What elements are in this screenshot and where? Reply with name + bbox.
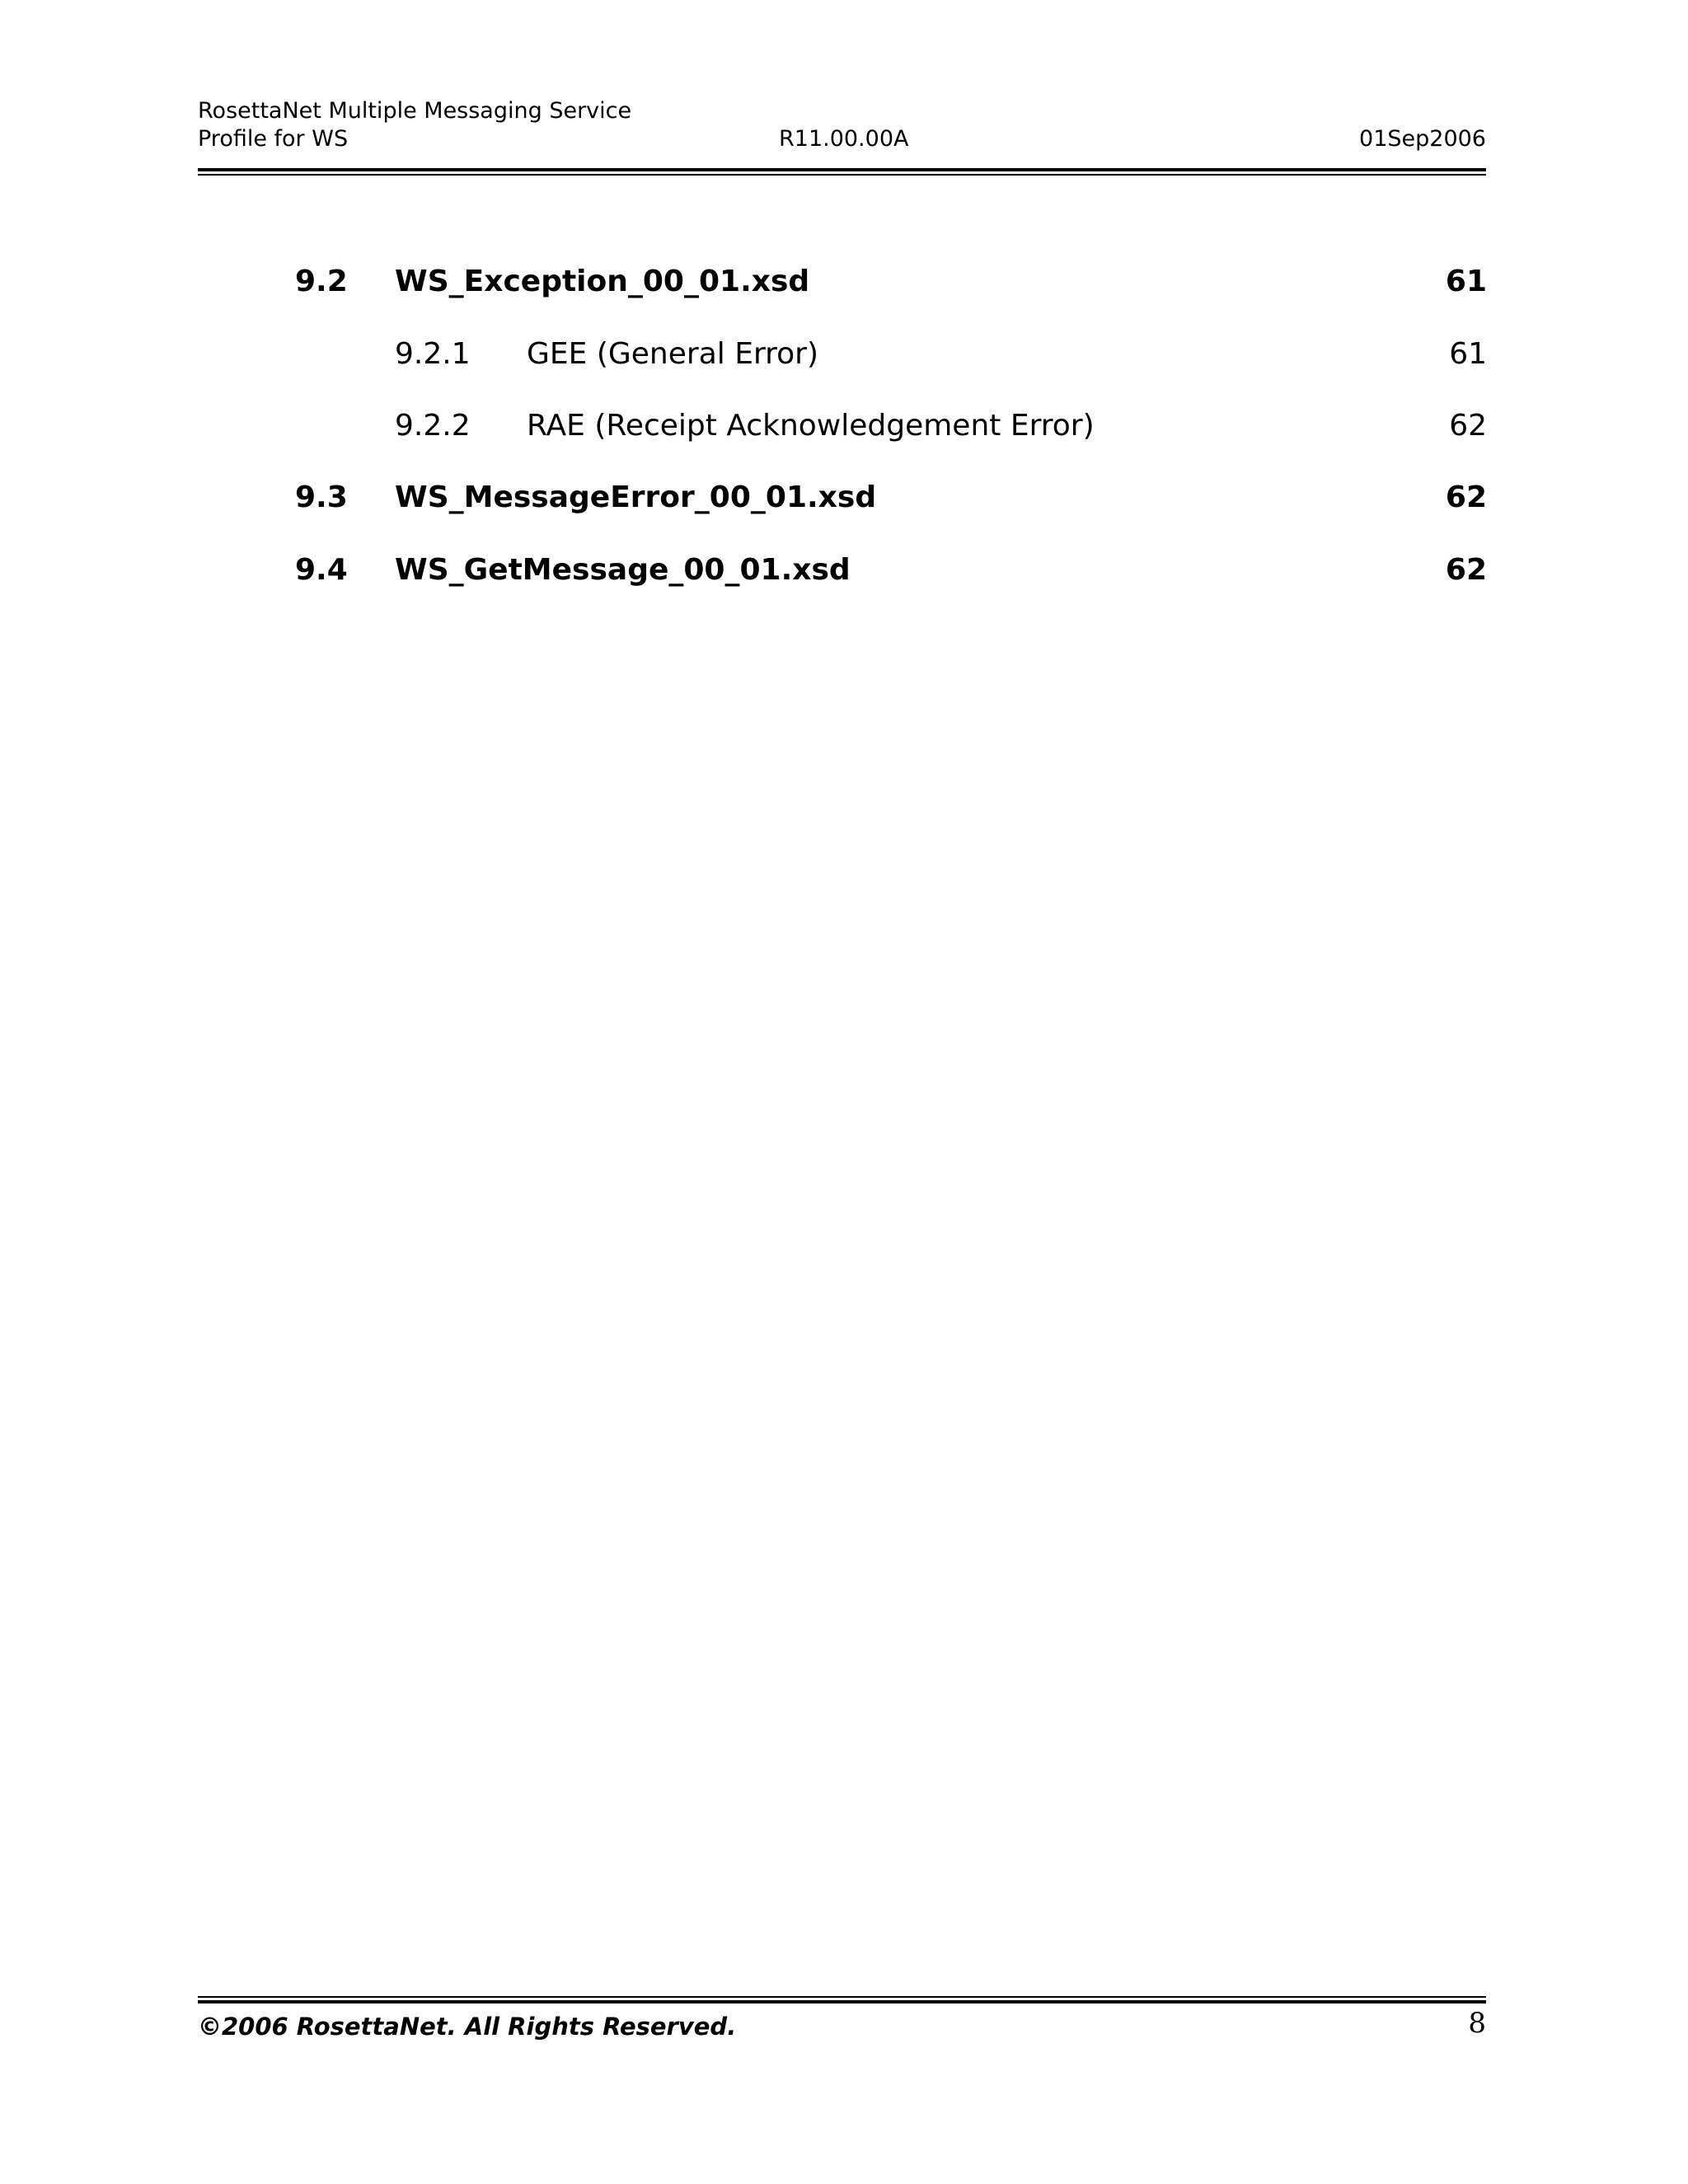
header-date: 01Sep2006 [1359,126,1486,152]
header-version: R11.00.00A [779,126,909,152]
footer-page-number: 8 [1468,2007,1486,2040]
toc-entry-page: 61 [1449,337,1487,371]
toc-entry-number: 9.2.2 [395,409,471,443]
toc-entry-page: 62 [1445,480,1487,514]
toc-entry-page: 62 [1449,409,1487,443]
toc-entry-title: RAE (Receipt Acknowledgement Error) [527,409,1095,443]
toc-entry[interactable] [395,335,1487,374]
toc-entry-title: GEE (General Error) [527,337,818,371]
toc-entry[interactable] [295,478,1487,518]
footer-copyright: ©2006 RosettaNet. All Rights Reserved. [198,2013,737,2041]
toc-entry-number: 9.2.1 [395,337,471,371]
toc-entry-page: 61 [1445,265,1487,298]
toc-entry-title: WS_Exception_00_01.xsd [395,265,810,298]
toc-entry-number: 9.3 [295,480,348,514]
toc-entry-title: WS_MessageError_00_01.xsd [395,480,877,514]
toc-entry[interactable] [295,262,1487,302]
footer-divider [198,1996,1486,2004]
header-document-title: RosettaNet Multiple Messaging Service [198,98,632,124]
header-info-row [198,125,1486,153]
toc-entry-page: 62 [1445,553,1487,587]
toc-entry[interactable] [395,406,1487,446]
header-divider [198,168,1486,176]
header-document-subtitle: Profile for WS [198,126,349,152]
toc-entry-number: 9.4 [295,553,348,587]
toc-entry-title: WS_GetMessage_00_01.xsd [395,553,851,587]
toc-entry[interactable] [295,551,1487,590]
page-header [198,97,1486,180]
page-footer [198,1996,1486,2046]
toc-entry-number: 9.2 [295,265,348,298]
